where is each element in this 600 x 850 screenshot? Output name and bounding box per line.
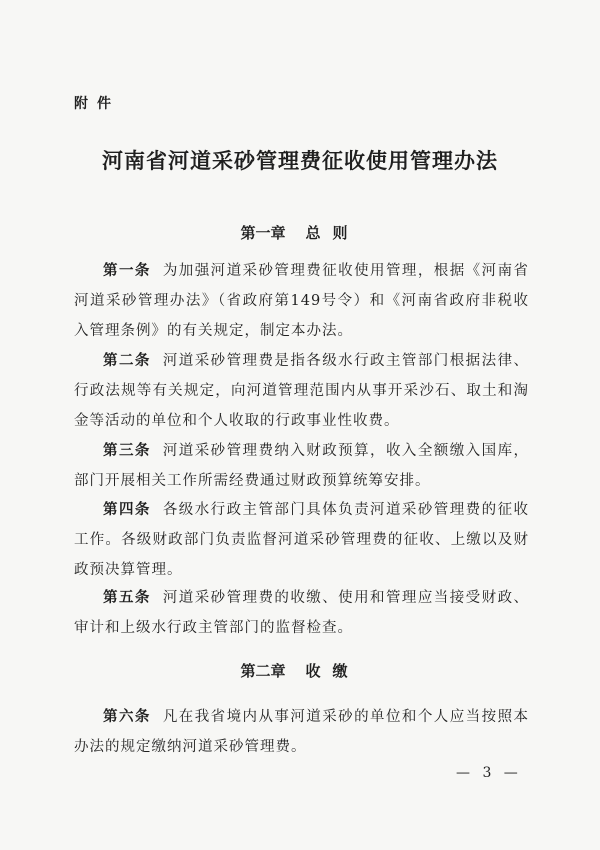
article-text: 河道采砂管理费是指各级水行政主管部门根据法律、行政法规等有关规定，向河道管理范围内从事开采沙石、取土和淘金等活动的单位和个人收取的行政事业性收费。 — [74, 353, 530, 429]
article-number: 第四条 — [103, 502, 151, 518]
article-5 — [74, 583, 529, 643]
chapter-name: 总则 — [305, 224, 360, 242]
article-3 — [74, 436, 529, 496]
attachment-label: 附件 — [74, 96, 120, 112]
article-2 — [74, 346, 529, 436]
article-1 — [74, 256, 529, 346]
article-4 — [74, 495, 529, 585]
chapter-name: 收缴 — [305, 662, 360, 680]
article-6 — [74, 702, 529, 762]
chapter-number: 第二章 — [240, 662, 286, 680]
article-number: 第三条 — [103, 443, 151, 459]
article-text: 凡在我省境内从事河道采砂的单位和个人应当按照本办法的规定缴纳河道采砂管理费。 — [74, 709, 530, 755]
chapter-heading-1 — [0, 222, 600, 243]
article-number: 第一条 — [103, 263, 151, 279]
document-title: 河南省河道采砂管理费征收使用管理办法 — [102, 148, 498, 173]
chapter-heading-2 — [0, 660, 600, 681]
article-text: 为加强河道采砂管理费征收使用管理，根据《河南省河道采砂管理办法》（省政府第149号令）和《河南省政府非税收入管理条例》的有关规定，制定本办法。 — [74, 263, 530, 339]
article-number: 第二条 — [103, 353, 151, 369]
article-number: 第六条 — [103, 709, 151, 725]
article-text: 河道采砂管理费纳入财政预算，收入全额缴入国库，部门开展相关工作所需经费通过财政预算统筹安排。 — [74, 443, 530, 489]
article-text: 各级水行政主管部门具体负责河道采砂管理费的征收工作。各级财政部门负责监督河道采砂管理费的征收、上缴以及财政预决算管理。 — [74, 502, 530, 578]
chapter-number: 第一章 — [240, 224, 286, 242]
page-number: — 3 — — [456, 765, 522, 781]
article-text: 河道采砂管理费的收缴、使用和管理应当接受财政、审计和上级水行政主管部门的监督检查。 — [74, 590, 530, 636]
article-number: 第五条 — [103, 590, 151, 606]
